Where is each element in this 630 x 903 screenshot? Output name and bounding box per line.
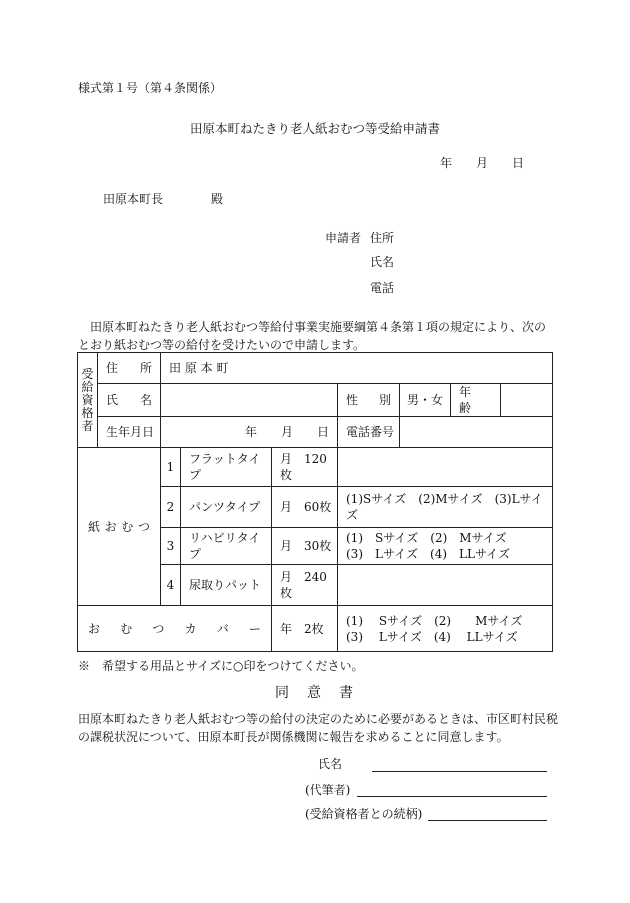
name-value bbox=[161, 384, 338, 417]
application-statement: 田原本町ねたきり老人紙おむつ等給付事業実施要綱第４条第１項の規定により、次のとおり紙おむつ等の給付を受けたいので申請します。 bbox=[78, 320, 547, 352]
age-value bbox=[501, 384, 553, 417]
address-label: 住 所 bbox=[98, 353, 161, 384]
product-quantity: 月 240枚 bbox=[272, 565, 338, 606]
size-line: (1) Sサイズ (2) Mサイズ bbox=[346, 613, 523, 628]
product-name: フラットタイプ bbox=[181, 448, 272, 487]
product-name: リハビリタイプ bbox=[181, 528, 272, 565]
addressee: 田原本町長 殿 bbox=[103, 192, 224, 206]
cover-quantity: 年 2枚 bbox=[272, 606, 338, 652]
name-label: 氏 名 bbox=[98, 384, 161, 417]
diaper-label: 紙おむつ bbox=[78, 448, 161, 606]
gender-value: 男・女 bbox=[400, 384, 451, 417]
product-sizes bbox=[338, 565, 553, 606]
proxy-label: (代筆者) bbox=[305, 783, 351, 797]
applicant-label: 申請者 bbox=[325, 231, 362, 245]
size-line: (3) Lサイズ (4) LLサイズ bbox=[346, 629, 518, 644]
dob-label: 生年月日 bbox=[98, 417, 161, 448]
dob-value: 年 月 日 bbox=[161, 417, 338, 448]
date-line: 年 月 日 bbox=[440, 156, 525, 170]
form-number-label: 様式第１号（第４条関係） bbox=[78, 81, 223, 95]
relation-label: (受給資格者との続柄) bbox=[305, 807, 423, 821]
gender-label: 性 別 bbox=[338, 384, 400, 417]
diaper-cover-label: おむつカバー bbox=[78, 606, 272, 652]
document-title: 田原本町ねたきり老人紙おむつ等受給申請書 bbox=[189, 121, 440, 136]
product-quantity: 月 60枚 bbox=[272, 487, 338, 528]
proxy-signature-line[interactable] bbox=[357, 796, 547, 797]
size-line: (1) Sサイズ (2) Mサイズ bbox=[346, 531, 507, 546]
product-quantity: 月 120枚 bbox=[272, 448, 338, 487]
name-signature-line[interactable] bbox=[372, 771, 547, 772]
product-sizes: (1)Sサイズ (2)Mサイズ (3)Lサイズ bbox=[338, 487, 553, 528]
relation-signature-line[interactable] bbox=[428, 820, 547, 821]
product-number: 1 bbox=[161, 448, 181, 487]
selection-note: ※ 希望する用品とサイズに○印をつけてください。 bbox=[78, 659, 364, 673]
phone-label: 電話番号 bbox=[338, 417, 400, 448]
product-number: 2 bbox=[161, 487, 181, 528]
product-number: 4 bbox=[161, 565, 181, 606]
address-value: 田 原 本 町 bbox=[161, 353, 553, 384]
consent-text: 田原本町ねたきり老人紙おむつ等の給付の決定のために必要があるときは、市区町村民税の課税状況について、田原本町長が関係機関に報告を求めることに同意します。 bbox=[78, 712, 559, 744]
application-table bbox=[77, 352, 553, 652]
applicant-phone-label: 電話 bbox=[370, 281, 395, 295]
product-sizes bbox=[338, 528, 553, 565]
age-label: 年 齢 bbox=[451, 384, 501, 417]
size-line: (3) Lサイズ (4) LLサイズ bbox=[346, 547, 510, 562]
applicant-address-label: 住所 bbox=[370, 231, 395, 245]
applicant-name-label: 氏名 bbox=[370, 255, 395, 269]
product-name: パンツタイプ bbox=[181, 487, 272, 528]
cover-sizes bbox=[338, 606, 553, 652]
product-sizes bbox=[338, 448, 553, 487]
product-number: 3 bbox=[161, 528, 181, 565]
consent-name-label: 氏名 bbox=[318, 757, 343, 771]
recipient-header: 受給資格者 bbox=[78, 353, 98, 448]
product-name: 尿取りパット bbox=[181, 565, 272, 606]
phone-value bbox=[400, 417, 553, 448]
product-quantity: 月 30枚 bbox=[272, 528, 338, 565]
consent-title: 同 意 書 bbox=[275, 685, 355, 701]
